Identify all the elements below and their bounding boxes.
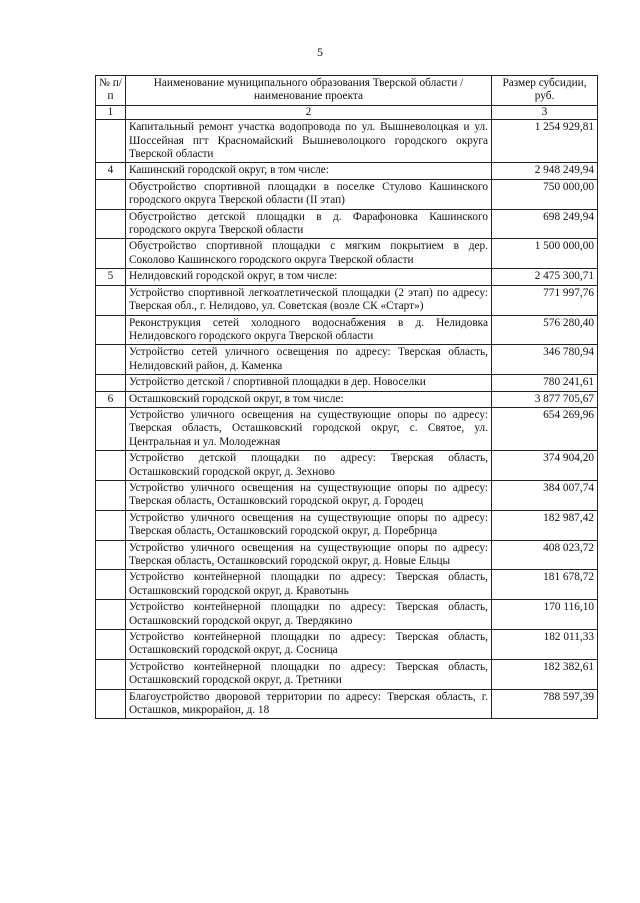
row-name-cell: Устройство контейнерной площадки по адресу: Тверская область, Осташковский городской округ, д. Третники bbox=[126, 659, 492, 689]
table-row bbox=[96, 120, 598, 163]
row-number-cell bbox=[96, 285, 126, 315]
row-amount-cell: 771 997,76 bbox=[492, 285, 598, 315]
index-cell: 2 bbox=[126, 105, 492, 119]
row-name-cell: Устройство детской площадки по адресу: Тверская область, Осташковский городской округ, д. Зехново bbox=[126, 451, 492, 481]
table-index-row bbox=[96, 105, 598, 119]
row-name-cell: Нелидовский городской округ, в том числе: bbox=[126, 269, 492, 285]
row-name-cell: Благоустройство дворовой территории по адресу: Тверская область, г. Осташков, микрорайон, д. 18 bbox=[126, 689, 492, 719]
row-number-cell bbox=[96, 315, 126, 345]
row-amount-cell: 750 000,00 bbox=[492, 179, 598, 209]
row-amount-cell: 181 678,72 bbox=[492, 570, 598, 600]
table-row bbox=[96, 239, 598, 269]
table-row bbox=[96, 375, 598, 391]
index-cell: 3 bbox=[492, 105, 598, 119]
table-row bbox=[96, 510, 598, 540]
header-name: Наименование муниципального образования Тверской области / наименование проекта bbox=[126, 76, 492, 106]
table-row bbox=[96, 407, 598, 450]
row-name-cell: Обустройство спортивной площадки в поселке Стулово Кашинского городского округа Тверской области (II этап) bbox=[126, 179, 492, 209]
header-amount: Размер субсидии, руб. bbox=[492, 76, 598, 106]
table-row bbox=[96, 315, 598, 345]
row-name-cell: Устройство сетей уличного освещения по адресу: Тверская область, Нелидовский район, д. Каменка bbox=[126, 345, 492, 375]
row-amount-cell: 182 011,33 bbox=[492, 630, 598, 660]
page-number: 5 bbox=[317, 45, 323, 59]
row-amount-cell: 170 116,10 bbox=[492, 600, 598, 630]
row-amount-cell: 654 269,96 bbox=[492, 407, 598, 450]
row-amount-cell: 698 249,94 bbox=[492, 209, 598, 239]
row-amount-cell: 3 877 705,67 bbox=[492, 391, 598, 407]
row-number-cell: 4 bbox=[96, 163, 126, 179]
row-name-cell: Реконструкция сетей холодного водоснабжения в д. Нелидовка Нелидовского городского округа Тверской области bbox=[126, 315, 492, 345]
row-number-cell bbox=[96, 570, 126, 600]
table-row bbox=[96, 269, 598, 285]
table-row bbox=[96, 480, 598, 510]
table-row bbox=[96, 345, 598, 375]
index-cell: 1 bbox=[96, 105, 126, 119]
row-amount-cell: 2 475 300,71 bbox=[492, 269, 598, 285]
row-amount-cell: 576 280,40 bbox=[492, 315, 598, 345]
table-row bbox=[96, 689, 598, 719]
row-amount-cell: 1 500 000,00 bbox=[492, 239, 598, 269]
row-amount-cell: 384 007,74 bbox=[492, 480, 598, 510]
row-amount-cell: 2 948 249,94 bbox=[492, 163, 598, 179]
table-row bbox=[96, 540, 598, 570]
table-row bbox=[96, 659, 598, 689]
row-number-cell bbox=[96, 375, 126, 391]
row-number-cell bbox=[96, 630, 126, 660]
row-number-cell bbox=[96, 689, 126, 719]
row-number-cell bbox=[96, 239, 126, 269]
row-amount-cell: 182 987,42 bbox=[492, 510, 598, 540]
row-name-cell: Устройство уличного освещения на существующие опоры по адресу: Тверская область, Осташковский городской округ, с. Святое, ул. Центральная и ул. Молодежная bbox=[126, 407, 492, 450]
row-name-cell: Капитальный ремонт участка водопровода по ул. Вышневолоцкая и ул. Шоссейная пгт Красномайский Вышневолоцкого городского округа Тверской области bbox=[126, 120, 492, 163]
row-number-cell bbox=[96, 480, 126, 510]
row-amount-cell: 780 241,61 bbox=[492, 375, 598, 391]
row-name-cell: Устройство контейнерной площадки по адресу: Тверская область, Осташковский городской округ, д. Твердякино bbox=[126, 600, 492, 630]
header-number: № п/п bbox=[96, 76, 126, 106]
row-number-cell bbox=[96, 510, 126, 540]
row-number-cell: 5 bbox=[96, 269, 126, 285]
subsidy-table bbox=[95, 75, 598, 719]
table-row bbox=[96, 163, 598, 179]
row-number-cell: 6 bbox=[96, 391, 126, 407]
table-row bbox=[96, 391, 598, 407]
row-name-cell: Устройство уличного освещения на существующие опоры по адресу: Тверская область, Осташковский городской округ, д. Новые Ельцы bbox=[126, 540, 492, 570]
row-amount-cell: 408 023,72 bbox=[492, 540, 598, 570]
row-name-cell: Устройство детской / спортивной площадки в дер. Новоселки bbox=[126, 375, 492, 391]
row-number-cell bbox=[96, 451, 126, 481]
table-row bbox=[96, 600, 598, 630]
row-name-cell: Устройство контейнерной площадки по адресу: Тверская область, Осташковский городской округ, д. Кравотынь bbox=[126, 570, 492, 600]
row-number-cell bbox=[96, 407, 126, 450]
row-name-cell: Устройство уличного освещения на существующие опоры по адресу: Тверская область, Осташковский городской округ, д. Городец bbox=[126, 480, 492, 510]
row-number-cell bbox=[96, 540, 126, 570]
row-number-cell bbox=[96, 659, 126, 689]
row-number-cell bbox=[96, 120, 126, 163]
row-number-cell bbox=[96, 600, 126, 630]
table-header-row bbox=[96, 76, 598, 106]
table-row bbox=[96, 570, 598, 600]
table-row bbox=[96, 285, 598, 315]
row-name-cell: Обустройство спортивной площадки с мягким покрытием в дер. Соколово Кашинского городского округа Тверской области bbox=[126, 239, 492, 269]
row-amount-cell: 182 382,61 bbox=[492, 659, 598, 689]
row-name-cell: Осташковский городской округ, в том числе: bbox=[126, 391, 492, 407]
table-row bbox=[96, 179, 598, 209]
row-number-cell bbox=[96, 209, 126, 239]
row-name-cell: Устройство контейнерной площадки по адресу: Тверская область, Осташковский городской округ, д. Сосница bbox=[126, 630, 492, 660]
row-name-cell: Кашинский городской округ, в том числе: bbox=[126, 163, 492, 179]
table-row bbox=[96, 209, 598, 239]
row-number-cell bbox=[96, 345, 126, 375]
row-amount-cell: 374 904,20 bbox=[492, 451, 598, 481]
row-name-cell: Устройство спортивной легкоатлетической площадки (2 этап) по адресу: Тверская обл., г. Нелидово, ул. Советская (возле СК «Старт») bbox=[126, 285, 492, 315]
row-amount-cell: 1 254 929,81 bbox=[492, 120, 598, 163]
row-amount-cell: 788 597,39 bbox=[492, 689, 598, 719]
row-number-cell bbox=[96, 179, 126, 209]
row-name-cell: Устройство уличного освещения на существующие опоры по адресу: Тверская область, Осташковский городской округ, д. Поребрица bbox=[126, 510, 492, 540]
table-row bbox=[96, 630, 598, 660]
table-row bbox=[96, 451, 598, 481]
row-amount-cell: 346 780,94 bbox=[492, 345, 598, 375]
row-name-cell: Обустройство детской площадки в д. Фарафоновка Кашинского городского округа Тверской области bbox=[126, 209, 492, 239]
